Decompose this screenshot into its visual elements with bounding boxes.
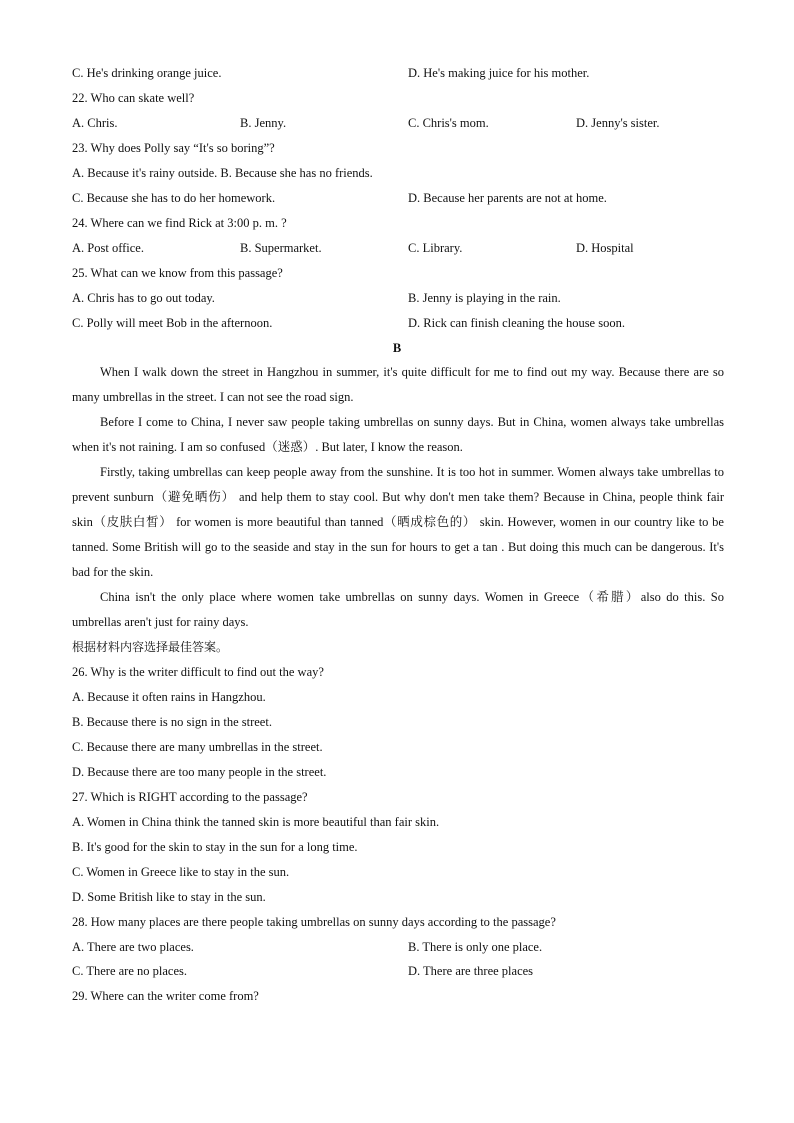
q27-option-b[interactable]: B. It's good for the skin to stay in the sun for a long time. [72,840,358,854]
q23-stem: 23. Why does Polly say “It's so boring”? [72,141,275,155]
instruction-text: 根据材料内容选择最佳答案。 [72,640,229,654]
q22-option-c[interactable]: C. Chris's mom. [408,116,489,130]
q24-option-a[interactable]: A. Post office. [72,241,144,255]
q22-option-a[interactable]: A. Chris. [72,116,118,130]
section-title-b: B [392,341,402,355]
q23-option-d[interactable]: D. Because her parents are not at home. [408,191,607,205]
q22-option-d[interactable]: D. Jenny's sister. [576,116,660,130]
passage-paragraph-4-text: China isn't the only place where women take umbrellas on sunny days. Women in Greece（希腊）also do this. So umbrellas aren't just for rainy days. [72,590,724,629]
q25-option-a[interactable]: A. Chris has to go out today. [72,291,215,305]
q24-option-b[interactable]: B. Supermarket. [240,241,322,255]
q26-stem: 26. Why is the writer difficult to find out the way? [72,665,324,679]
q28-option-c[interactable]: C. There are no places. [72,964,187,978]
passage-paragraph-4 [72,585,724,635]
q25-option-b[interactable]: B. Jenny is playing in the rain. [408,291,561,305]
q26-option-d[interactable]: D. Because there are too many people in the street. [72,765,327,779]
q27-option-c[interactable]: C. Women in Greece like to stay in the sun. [72,865,290,879]
passage-paragraph-1-text: When I walk down the street in Hangzhou in summer, it's quite difficult for me to find out my way. Because there are so many umbrellas in the street. I can not see the road sign. [72,365,724,404]
passage-paragraph-2-text: Before I come to China, I never saw people taking umbrellas on sunny days. But in China, women always take umbrellas when it's not raining. I am so confused（迷惑）. But later, I know the reason. [72,415,724,454]
q25-option-d[interactable]: D. Rick can finish cleaning the house soon. [408,316,625,330]
q24-option-c[interactable]: C. Library. [408,241,463,255]
passage-paragraph-3 [72,460,724,585]
q27-option-a[interactable]: A. Women in China think the tanned skin is more beautiful than fair skin. [72,815,440,829]
q29-stem: 29. Where can the writer come from? [72,989,259,1003]
q28-option-d[interactable]: D. There are three places [408,964,534,978]
passage-paragraph-2 [72,410,724,460]
q21-option-d[interactable]: D. He's making juice for his mother. [408,66,590,80]
q26-option-c[interactable]: C. Because there are many umbrellas in the street. [72,740,323,754]
q24-stem: 24. Where can we find Rick at 3:00 p. m. ? [72,216,287,230]
q27-stem: 27. Which is RIGHT according to the passage? [72,790,308,804]
passage-paragraph-1 [72,360,724,410]
q22-stem: 22. Who can skate well? [72,91,195,105]
q28-option-b[interactable]: B. There is only one place. [408,940,543,954]
q23-option-c[interactable]: C. Because she has to do her homework. [72,191,276,205]
q27-option-d[interactable]: D. Some British like to stay in the sun. [72,890,266,904]
q23-options-ab[interactable]: A. Because it's rainy outside. B. Because she has no friends. [72,166,373,180]
q26-option-b[interactable]: B. Because there is no sign in the street. [72,715,272,729]
q28-option-a[interactable]: A. There are two places. [72,940,194,954]
q22-option-b[interactable]: B. Jenny. [240,116,287,130]
q25-stem: 25. What can we know from this passage? [72,266,283,280]
q26-option-a[interactable]: A. Because it often rains in Hangzhou. [72,690,266,704]
passage-paragraph-3-text: Firstly, taking umbrellas can keep people away from the sunshine. It is too hot in summer. Women always take umbrellas to prevent sunburn（避免晒伤） and help them to stay cool. But why don't men take them? Because in China, people think fair skin（皮肤白皙） for women is more beautiful than tanned（晒成棕色的） skin. However, women in our country like to be tanned. Some British will go to the seaside and stay in the sun for hours to get a tan . But doing this much can be dangerous. It's bad for the skin. [72,465,724,579]
q28-stem: 28. How many places are there people taking umbrellas on sunny days according to the passage? [72,915,556,929]
q25-option-c[interactable]: C. Polly will meet Bob in the afternoon. [72,316,273,330]
q24-option-d[interactable]: D. Hospital [576,241,634,255]
q21-option-c[interactable]: C. He's drinking orange juice. [72,66,222,80]
